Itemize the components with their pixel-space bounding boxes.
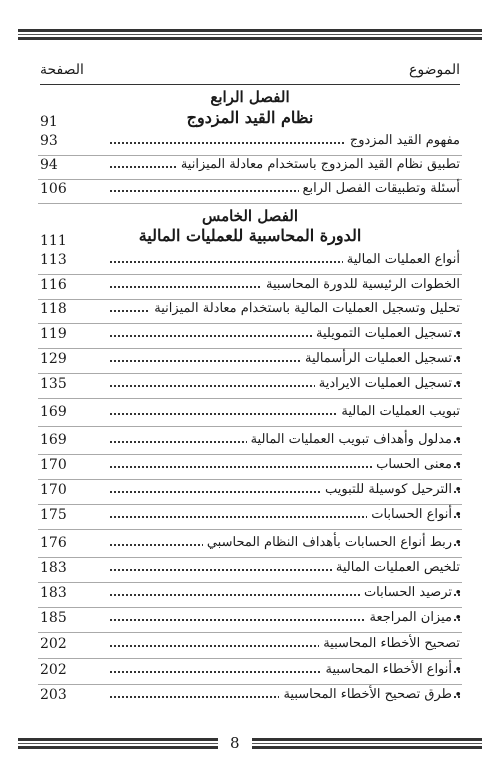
toc-subentry: [40, 585, 460, 605]
bullet-icon: •: [454, 327, 462, 342]
chapter-4-title: نظام القيد المزدوج: [186, 108, 314, 127]
toc-entry: [40, 277, 460, 297]
toc-subentry: [40, 687, 460, 707]
bullet-icon: •: [454, 586, 462, 601]
chapter-5-title: الدورة المحاسبية للعمليات المالية: [138, 226, 362, 245]
toc-subentry: [40, 457, 460, 477]
entry-page: 185: [40, 610, 67, 626]
top-border-rule: [18, 29, 482, 41]
toc-entry: [40, 181, 460, 201]
entry-page: 175: [40, 507, 67, 523]
footer-rule: [18, 734, 482, 752]
toc-entry: [40, 404, 460, 424]
entry-title: ربط أنواع الحسابات بأهداف النظام المحاسبي: [203, 535, 452, 550]
toc-header: [40, 62, 460, 82]
bullet-icon: •: [454, 483, 462, 498]
bullet-icon: •: [454, 688, 462, 703]
entry-page: 93: [40, 133, 58, 149]
row-separator: [38, 529, 462, 530]
entry-page: 106: [40, 181, 67, 197]
entry-page: 183: [40, 560, 67, 576]
row-separator: [38, 658, 462, 659]
toc-subentry: [40, 610, 460, 630]
entry-title: أنواع العمليات المالية: [343, 252, 460, 267]
toc-subentry: [40, 351, 460, 371]
bullet-icon: •: [454, 536, 462, 551]
toc-entry: [40, 560, 460, 580]
entry-title: معنى الحساب: [372, 457, 452, 472]
entry-title: تصحيح الأخطاء المحاسبية: [319, 636, 460, 651]
page-number: 8: [230, 734, 240, 752]
entry-title: تبويب العمليات المالية: [337, 404, 460, 419]
chapter-4-label: الفصل الرابع: [210, 88, 290, 106]
entry-page: 176: [40, 535, 67, 551]
entry-page: 118: [40, 301, 67, 317]
entry-title: تسجيل العمليات الرأسمالية: [301, 351, 452, 366]
entry-page: 170: [40, 482, 67, 498]
row-separator: [38, 323, 462, 324]
entry-page: 113: [40, 252, 67, 268]
bullet-icon: •: [454, 433, 462, 448]
bullet-icon: •: [454, 377, 462, 392]
chapter-5-label: الفصل الخامس: [201, 207, 299, 225]
entry-page: 169: [40, 404, 67, 420]
toc-entry: [40, 133, 460, 153]
entry-title: الترحيل كوسيلة للتبويب: [321, 482, 452, 497]
toc-entry: [40, 301, 460, 321]
toc-subentry: [40, 507, 460, 527]
entry-title: مفهوم القيد المزدوج: [346, 133, 460, 148]
entry-title: أنواع الحسابات: [367, 507, 452, 522]
row-separator: [38, 582, 462, 583]
toc-entry: [40, 157, 460, 177]
row-separator: [38, 454, 462, 455]
topic-column-heading: الموضوع: [409, 62, 460, 78]
bullet-icon: •: [454, 508, 462, 523]
chapter-5-page: 111: [40, 233, 67, 249]
header-divider: [40, 84, 460, 85]
entry-title: تحليل وتسجيل العمليات المالية باستخدام معادلة الميزانية: [150, 301, 460, 316]
row-separator: [38, 373, 462, 374]
entry-title: تسجيل العمليات التمويلية: [312, 326, 452, 341]
entry-title: ميزان المراجعة: [365, 610, 452, 625]
toc-subentry: [40, 535, 460, 555]
chapter-4-page: 91: [40, 114, 58, 130]
entry-page: 135: [40, 376, 67, 392]
row-separator: [38, 155, 462, 156]
toc-subentry: [40, 376, 460, 396]
row-separator: [38, 632, 462, 633]
entry-title: ترصيد الحسابات: [360, 585, 452, 600]
page-column-heading: الصفحة: [40, 62, 84, 78]
row-separator: [38, 299, 462, 300]
bullet-icon: •: [454, 611, 462, 626]
entry-title: طرق تصحيح الأخطاء المحاسبية: [279, 687, 452, 702]
row-separator: [38, 684, 462, 685]
bullet-icon: •: [454, 663, 462, 678]
row-separator: [38, 607, 462, 608]
toc-subentry: [40, 326, 460, 346]
entry-page: 169: [40, 432, 67, 448]
entry-page: 183: [40, 585, 67, 601]
entry-title: تلخيص العمليات المالية: [332, 560, 460, 575]
entry-title: مدلول وأهداف تبويب العمليات المالية: [247, 432, 452, 447]
entry-page: 202: [40, 662, 67, 678]
row-separator: [38, 479, 462, 480]
entry-page: 116: [40, 277, 67, 293]
toc-subentry: [40, 662, 460, 682]
entry-page: 202: [40, 636, 67, 652]
entry-page: 170: [40, 457, 67, 473]
toc-subentry: [40, 482, 460, 502]
toc-subentry: [40, 432, 460, 452]
entry-page: 119: [40, 326, 67, 342]
entry-page: 94: [40, 157, 58, 173]
row-separator: [38, 504, 462, 505]
row-separator: [38, 203, 462, 204]
entry-title: تطبيق نظام القيد المزدوج باستخدام معادلة الميزانية: [177, 157, 460, 172]
entry-page: 129: [40, 351, 67, 367]
entry-title: الخطوات الرئيسية للدورة المحاسبية: [262, 277, 460, 292]
entry-title: أنواع الأخطاء المحاسبية: [321, 662, 452, 677]
entry-title: تسجيل العمليات الايرادية: [315, 376, 452, 391]
entry-page: 203: [40, 687, 67, 703]
row-separator: [38, 274, 462, 275]
row-separator: [38, 179, 462, 180]
row-separator: [38, 426, 462, 427]
toc-entry: [40, 636, 460, 656]
entry-title: أسئلة وتطبيقات الفصل الرابع: [299, 181, 460, 196]
row-separator: [38, 348, 462, 349]
row-separator: [38, 557, 462, 558]
toc-entry: [40, 252, 460, 272]
bullet-icon: •: [454, 352, 462, 367]
bullet-icon: •: [454, 458, 462, 473]
row-separator: [38, 398, 462, 399]
